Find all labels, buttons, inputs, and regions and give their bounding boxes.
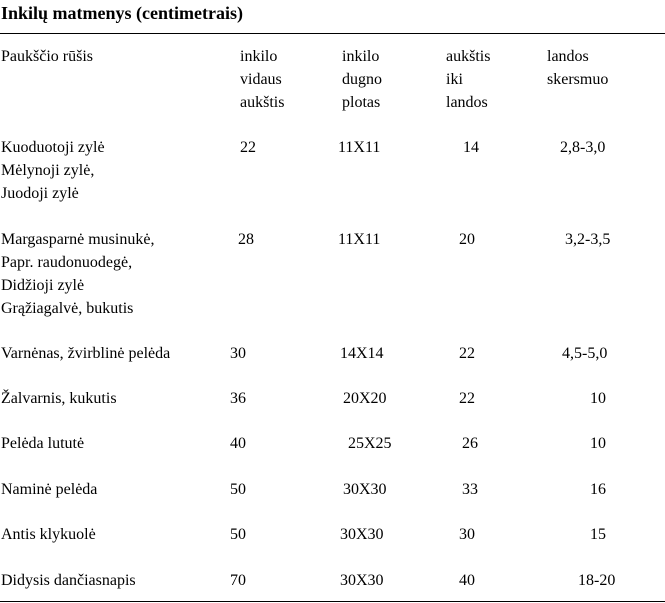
row-floor-area: 30X30: [340, 572, 384, 589]
row-species: Antis klykuolė: [1, 526, 96, 543]
row-species: Margasparnė musinukė, Papr. raudonuodegė, Didžioji zylė Grąžiagalvė, bukutis: [1, 231, 155, 317]
row-floor-area: 11X11: [338, 231, 381, 248]
row-height-to-hole: 22: [459, 390, 475, 407]
row-inner-height: 22: [240, 139, 256, 156]
row-hole-diameter: 2,8-3,0: [560, 139, 606, 156]
header-hole-diameter: landos skersmuo: [547, 48, 609, 88]
row-height-to-hole: 14: [463, 139, 479, 156]
top-rule: [0, 33, 665, 34]
row-inner-height: 50: [230, 481, 246, 498]
row-inner-height: 70: [230, 572, 246, 589]
row-height-to-hole: 20: [459, 231, 475, 248]
row-inner-height: 36: [230, 390, 246, 407]
row-height-to-hole: 22: [459, 345, 475, 362]
row-hole-diameter: 10: [590, 390, 606, 407]
row-floor-area: 11X11: [338, 139, 381, 156]
row-inner-height: 28: [238, 231, 254, 248]
row-species: Varnėnas, žvirblinė pelėda: [1, 345, 171, 362]
table-title: Inkilų matmenys (centimetrais): [1, 3, 243, 23]
bottom-rule: [0, 601, 665, 602]
header-inner-height: inkilo vidaus aukštis: [240, 48, 285, 111]
row-height-to-hole: 33: [462, 481, 478, 498]
row-inner-height: 40: [230, 435, 246, 452]
row-hole-diameter: 18-20: [578, 572, 616, 589]
header-height-to-hole: aukštis iki landos: [446, 48, 491, 111]
row-hole-diameter: 10: [590, 435, 606, 452]
header-floor-area: inkilo dugno plotas: [342, 48, 382, 111]
row-floor-area: 30X30: [340, 526, 384, 543]
row-species: Kuoduotoji zylė Mėlynoji zylė, Juodoji zylė: [1, 139, 105, 202]
row-height-to-hole: 40: [459, 572, 475, 589]
row-species: Pelėda lututė: [1, 435, 85, 452]
row-floor-area: 30X30: [343, 481, 387, 498]
row-hole-diameter: 15: [590, 526, 606, 543]
row-floor-area: 25X25: [348, 435, 392, 452]
row-floor-area: 14X14: [340, 345, 384, 362]
row-inner-height: 30: [230, 345, 246, 362]
row-floor-area: 20X20: [343, 390, 387, 407]
header-species: Paukščio rūšis: [1, 48, 93, 65]
row-species: Didysis dančiasnapis: [1, 572, 136, 589]
row-hole-diameter: 3,2-3,5: [565, 231, 611, 248]
row-hole-diameter: 16: [590, 481, 606, 498]
row-species: Žalvarnis, kukutis: [1, 390, 117, 407]
row-inner-height: 50: [230, 526, 246, 543]
row-species: Naminė pelėda: [1, 481, 98, 498]
row-height-to-hole: 26: [462, 435, 478, 452]
row-height-to-hole: 30: [459, 526, 475, 543]
row-hole-diameter: 4,5-5,0: [562, 345, 608, 362]
